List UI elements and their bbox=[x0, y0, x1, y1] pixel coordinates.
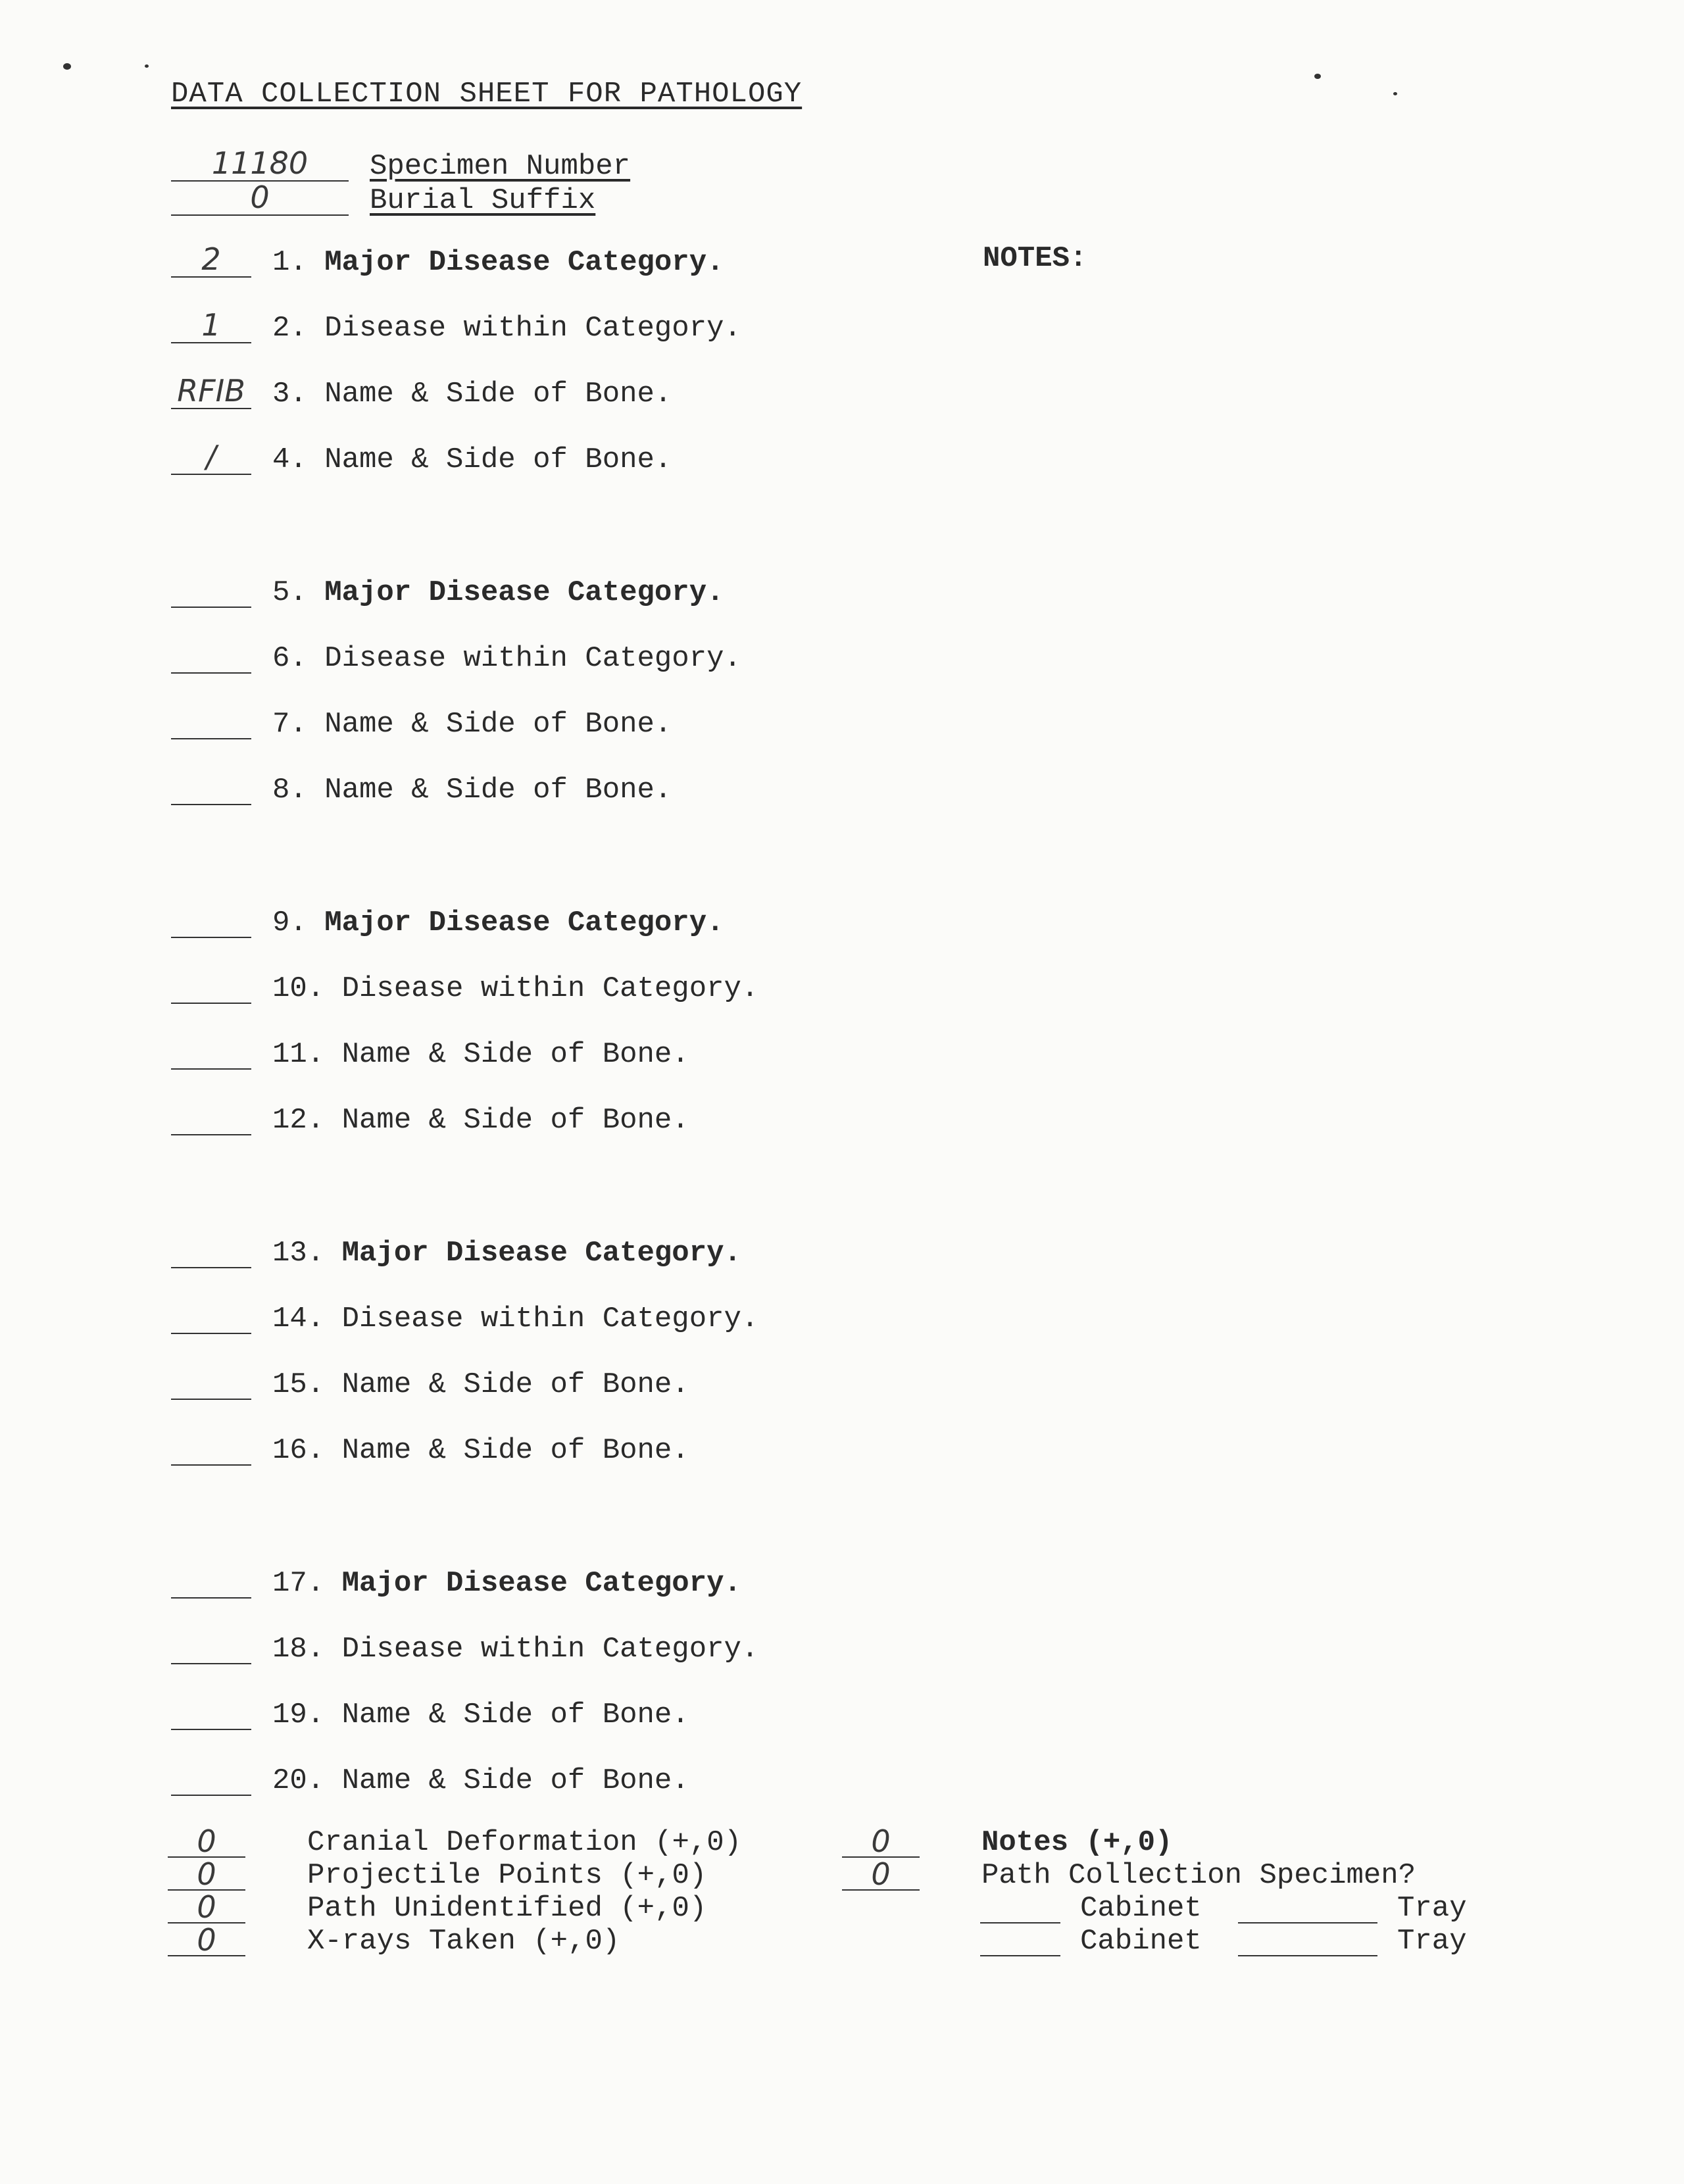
item-label: Name & Side of Bone. bbox=[341, 1434, 689, 1467]
item-label: Name & Side of Bone. bbox=[341, 1699, 689, 1731]
item-text bbox=[272, 774, 672, 807]
projectile-points-row bbox=[168, 1856, 826, 1892]
item-text bbox=[272, 972, 758, 1005]
burial-suffix-value: 0 bbox=[250, 180, 270, 215]
item-row-20 bbox=[171, 1760, 960, 1800]
item-text bbox=[272, 1764, 689, 1797]
item-text bbox=[272, 1434, 689, 1467]
item-number: 3. bbox=[272, 378, 307, 410]
path-unidentified-field[interactable] bbox=[168, 1889, 245, 1925]
item-value-field[interactable] bbox=[171, 1364, 251, 1400]
item-label: Major Disease Category. bbox=[324, 576, 724, 609]
item-number: 2. bbox=[272, 312, 307, 345]
item-label: Name & Side of Bone. bbox=[324, 774, 672, 807]
item-row-6 bbox=[171, 638, 960, 678]
item-row-14 bbox=[171, 1299, 960, 1338]
page-title: DATA COLLECTION SHEET FOR PATHOLOGY bbox=[171, 78, 803, 111]
item-value-field[interactable] bbox=[171, 1563, 251, 1599]
path-unidentified-value: 0 bbox=[197, 1889, 216, 1925]
cranial-deformation-field[interactable] bbox=[168, 1826, 245, 1858]
item-value-field[interactable] bbox=[171, 1034, 251, 1070]
item-value-field[interactable] bbox=[171, 572, 251, 608]
item-text bbox=[272, 312, 741, 345]
item-label: Disease within Category. bbox=[341, 1303, 759, 1335]
item-row-4 bbox=[171, 439, 960, 479]
item-number: 12. bbox=[272, 1104, 325, 1137]
item-number: 16. bbox=[272, 1434, 325, 1467]
item-row-19 bbox=[171, 1695, 960, 1734]
item-handwritten-value: 2 bbox=[201, 241, 221, 277]
burial-suffix-row bbox=[171, 180, 763, 217]
item-value-field[interactable] bbox=[171, 1299, 251, 1334]
scan-speck bbox=[1314, 74, 1321, 79]
item-text bbox=[272, 1104, 689, 1137]
storage-row-1 bbox=[980, 1892, 1493, 1925]
item-value-field[interactable] bbox=[171, 439, 251, 475]
item-value-field[interactable] bbox=[171, 968, 251, 1004]
item-text bbox=[272, 443, 672, 476]
path-collection-row bbox=[842, 1856, 1500, 1892]
cranial-deformation-value: 0 bbox=[197, 1824, 216, 1859]
item-handwritten-value: 1 bbox=[201, 307, 221, 343]
tray-label-1: Tray bbox=[1397, 1892, 1467, 1925]
path-unidentified-row bbox=[168, 1889, 826, 1925]
projectile-points-field[interactable] bbox=[168, 1856, 245, 1892]
storage-row-2 bbox=[980, 1925, 1493, 1958]
cranial-deformation-row bbox=[168, 1826, 826, 1859]
item-text bbox=[272, 1038, 689, 1071]
item-label: Name & Side of Bone. bbox=[324, 708, 672, 741]
item-number: 17. bbox=[272, 1567, 325, 1600]
item-number: 5. bbox=[272, 576, 307, 609]
item-number: 13. bbox=[272, 1237, 325, 1270]
item-value-field[interactable] bbox=[171, 704, 251, 739]
projectile-points-label: Projectile Points (+,0) bbox=[307, 1859, 707, 1892]
item-label: Disease within Category. bbox=[324, 642, 741, 675]
item-row-10 bbox=[171, 968, 960, 1008]
item-label: Major Disease Category. bbox=[324, 246, 724, 279]
item-label: Name & Side of Bone. bbox=[341, 1104, 689, 1137]
item-row-7 bbox=[171, 704, 960, 743]
tray-label-2: Tray bbox=[1397, 1925, 1467, 1958]
item-row-11 bbox=[171, 1034, 960, 1074]
item-label: Name & Side of Bone. bbox=[341, 1368, 689, 1401]
item-text bbox=[272, 708, 672, 741]
notes-flag-value: 0 bbox=[871, 1824, 891, 1859]
cranial-deformation-label: Cranial Deformation (+,0) bbox=[307, 1826, 742, 1859]
xrays-taken-value: 0 bbox=[197, 1922, 216, 1958]
item-row-13 bbox=[171, 1233, 960, 1272]
item-row-5 bbox=[171, 572, 960, 612]
notes-flag-label bbox=[981, 1826, 1172, 1859]
item-value-field[interactable] bbox=[171, 770, 251, 805]
item-text bbox=[272, 906, 724, 939]
path-collection-label: Path Collection Specimen? bbox=[981, 1859, 1416, 1892]
item-label: Disease within Category. bbox=[324, 312, 741, 345]
item-text bbox=[272, 576, 724, 609]
notes-flag-field[interactable] bbox=[842, 1826, 920, 1858]
xrays-taken-field[interactable] bbox=[168, 1922, 245, 1958]
specimen-number-label: Specimen Number bbox=[370, 150, 631, 183]
item-row-15 bbox=[171, 1364, 960, 1404]
item-row-1 bbox=[171, 242, 960, 282]
item-row-18 bbox=[171, 1629, 960, 1668]
item-row-2 bbox=[171, 308, 960, 347]
item-row-9 bbox=[171, 903, 960, 942]
item-label: Disease within Category. bbox=[341, 1633, 759, 1666]
item-label: Disease within Category. bbox=[341, 972, 759, 1005]
item-label: Name & Side of Bone. bbox=[324, 378, 672, 410]
item-label: Major Disease Category. bbox=[341, 1567, 741, 1600]
item-value-field[interactable] bbox=[171, 1430, 251, 1466]
path-unidentified-label: Path Unidentified (+,0) bbox=[307, 1892, 707, 1925]
notes-flag-row bbox=[842, 1826, 1500, 1859]
item-text bbox=[272, 642, 741, 675]
item-value-field[interactable] bbox=[171, 308, 251, 343]
item-value-field[interactable] bbox=[171, 1233, 251, 1268]
item-value-field[interactable] bbox=[171, 1695, 251, 1730]
item-text bbox=[272, 1567, 741, 1600]
xrays-taken-label: X-rays Taken (+,0) bbox=[307, 1925, 620, 1958]
notes-flag-text: Notes (+,0) bbox=[981, 1826, 1173, 1859]
item-number: 1. bbox=[272, 246, 307, 279]
scan-speck bbox=[63, 63, 71, 70]
item-number: 4. bbox=[272, 443, 307, 476]
burial-suffix-field[interactable] bbox=[171, 180, 349, 216]
item-label: Major Disease Category. bbox=[341, 1237, 741, 1270]
notes-heading: NOTES: bbox=[983, 242, 1087, 275]
tray-field-2[interactable] bbox=[1238, 1925, 1377, 1956]
item-number: 9. bbox=[272, 906, 307, 939]
item-handwritten-value: RFIB bbox=[177, 373, 245, 409]
item-label: Major Disease Category. bbox=[324, 906, 724, 939]
cabinet-field-1[interactable] bbox=[980, 1892, 1060, 1923]
item-value-field[interactable] bbox=[171, 374, 251, 409]
item-text bbox=[272, 1237, 741, 1270]
item-number: 6. bbox=[272, 642, 307, 675]
specimen-number-row bbox=[171, 146, 763, 183]
item-number: 11. bbox=[272, 1038, 325, 1071]
item-text bbox=[272, 1699, 689, 1731]
item-row-12 bbox=[171, 1100, 960, 1139]
cabinet-label-1: Cabinet bbox=[1080, 1892, 1202, 1925]
cabinet-label-2: Cabinet bbox=[1080, 1925, 1202, 1958]
item-value-field[interactable] bbox=[171, 1629, 251, 1664]
item-handwritten-value: / bbox=[206, 439, 216, 474]
item-label: Name & Side of Bone. bbox=[341, 1038, 689, 1071]
scan-speck bbox=[145, 64, 149, 68]
item-row-16 bbox=[171, 1430, 960, 1470]
item-number: 10. bbox=[272, 972, 325, 1005]
path-collection-value: 0 bbox=[871, 1856, 891, 1892]
item-number: 8. bbox=[272, 774, 307, 807]
tray-field-1[interactable] bbox=[1238, 1892, 1377, 1923]
path-collection-field[interactable] bbox=[842, 1856, 920, 1892]
item-label: Name & Side of Bone. bbox=[341, 1764, 689, 1797]
item-number: 19. bbox=[272, 1699, 325, 1731]
item-text bbox=[272, 1633, 758, 1666]
item-text bbox=[272, 378, 672, 410]
projectile-points-value: 0 bbox=[197, 1856, 216, 1892]
item-row-17 bbox=[171, 1563, 960, 1602]
item-value-field[interactable] bbox=[171, 1760, 251, 1796]
cabinet-field-2[interactable] bbox=[980, 1925, 1060, 1956]
item-label: Name & Side of Bone. bbox=[324, 443, 672, 476]
item-text bbox=[272, 246, 724, 279]
item-value-field[interactable] bbox=[171, 242, 251, 278]
scan-speck bbox=[1393, 92, 1397, 95]
item-text bbox=[272, 1368, 689, 1401]
xrays-taken-row bbox=[168, 1922, 826, 1958]
item-value-field[interactable] bbox=[171, 903, 251, 938]
specimen-number-field[interactable] bbox=[171, 146, 349, 182]
item-number: 20. bbox=[272, 1764, 325, 1797]
item-number: 18. bbox=[272, 1633, 325, 1666]
item-row-3 bbox=[171, 374, 960, 413]
item-number: 14. bbox=[272, 1303, 325, 1335]
specimen-number-value: 11180 bbox=[211, 145, 309, 181]
item-number: 7. bbox=[272, 708, 307, 741]
item-row-8 bbox=[171, 770, 960, 809]
item-value-field[interactable] bbox=[171, 638, 251, 674]
burial-suffix-label: Burial Suffix bbox=[370, 184, 596, 217]
item-text bbox=[272, 1303, 758, 1335]
item-number: 15. bbox=[272, 1368, 325, 1401]
item-value-field[interactable] bbox=[171, 1100, 251, 1135]
